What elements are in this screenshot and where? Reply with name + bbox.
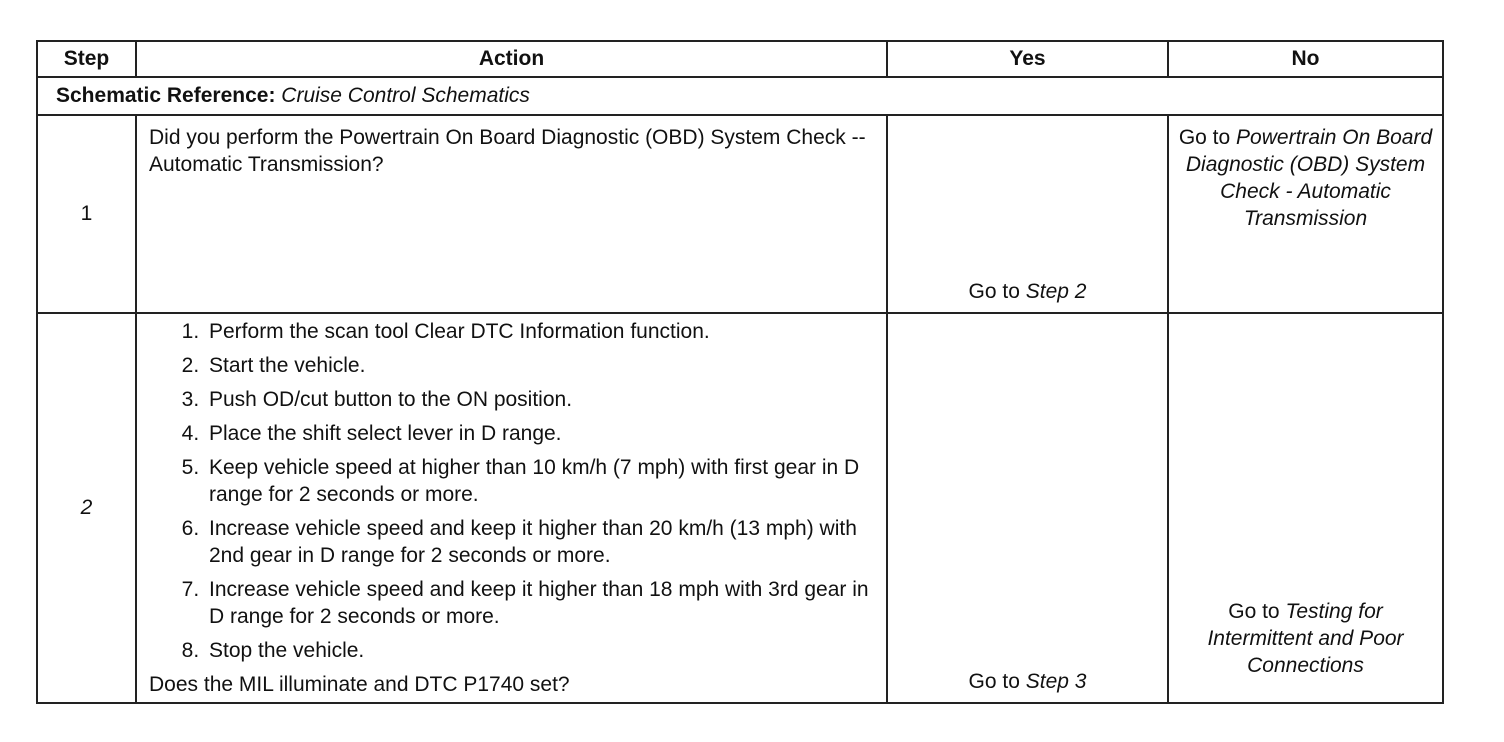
no-prefix: Go to bbox=[1228, 599, 1280, 623]
yes-prefix: Go to bbox=[968, 670, 1020, 693]
list-item: 7. Increase vehicle speed and keep it higher than 18 mph with 3rd gear in D range for 2 seconds or more. bbox=[205, 576, 876, 630]
reference-row bbox=[37, 77, 1443, 115]
reference-link[interactable]: Cruise Control Schematics bbox=[281, 84, 530, 107]
header-yes: Yes bbox=[887, 41, 1168, 77]
yes-prefix: Go to bbox=[968, 280, 1020, 303]
list-item: 5. Keep vehicle speed at higher than 10 km/h (7 mph) with first gear in D range for 2 seconds or more. bbox=[205, 454, 876, 508]
no-instruction bbox=[1177, 124, 1434, 232]
no-instruction bbox=[1177, 598, 1434, 679]
list-item: 3. Push OD/cut button to the ON position. bbox=[205, 386, 876, 413]
question-text: Does the MIL illuminate and DTC P1740 set? bbox=[149, 673, 570, 696]
list-item: 8. Stop the vehicle. bbox=[205, 637, 876, 664]
list-item: 1. Perform the scan tool Clear DTC Information function. bbox=[205, 318, 876, 345]
table-row bbox=[37, 313, 1443, 703]
action-steps-list bbox=[149, 318, 876, 664]
no-target-link[interactable]: Testing for Intermittent and Poor Connections bbox=[1207, 599, 1404, 677]
list-item: 2. Start the vehicle. bbox=[205, 352, 876, 379]
list-item: 6. Increase vehicle speed and keep it higher than 20 km/h (13 mph) with 2nd gear in D range for 2 seconds or more. bbox=[205, 515, 876, 569]
action-cell: Did you perform the Powertrain On Board Diagnostic (OBD) System Check -- Automatic Transmission? bbox=[136, 115, 887, 313]
yes-cell bbox=[887, 313, 1168, 703]
header-no: No bbox=[1168, 41, 1443, 77]
no-prefix: Go to bbox=[1178, 126, 1231, 149]
reference-label: Schematic Reference: bbox=[56, 84, 276, 107]
header-action: Action bbox=[136, 41, 887, 77]
list-item: 4. Place the shift select lever in D range. bbox=[205, 420, 876, 447]
yes-instruction bbox=[888, 280, 1167, 304]
action-cell bbox=[136, 313, 887, 703]
yes-target-link[interactable]: Step 3 bbox=[1025, 670, 1087, 693]
step-number: 2 bbox=[37, 313, 136, 703]
table-row bbox=[37, 115, 1443, 313]
header-step: Step bbox=[37, 41, 136, 77]
schematic-reference bbox=[37, 77, 1443, 115]
no-target-link[interactable]: Powertrain On Board Diagnostic (OBD) System Check - Automatic Transmission bbox=[1185, 126, 1433, 230]
yes-target-link[interactable]: Step 2 bbox=[1025, 280, 1087, 303]
step-number: 1 bbox=[37, 115, 136, 313]
yes-cell bbox=[887, 115, 1168, 313]
no-cell bbox=[1168, 313, 1443, 703]
yes-instruction bbox=[888, 670, 1167, 694]
no-cell bbox=[1168, 115, 1443, 313]
header-row bbox=[37, 41, 1443, 77]
diagnostic-table bbox=[36, 40, 1444, 704]
